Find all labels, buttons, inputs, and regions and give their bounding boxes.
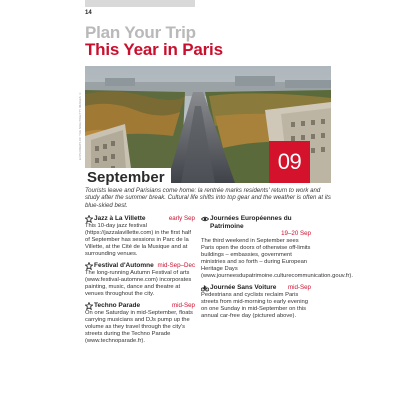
month-heading: September xyxy=(85,168,171,186)
event-item xyxy=(85,215,195,258)
photo-credit: EXPLORERS OF THE NIGHT/GETTY IMAGES © xyxy=(78,91,82,160)
page-top-bar xyxy=(85,0,195,7)
event-date: mid-Sep–Dec xyxy=(157,262,195,270)
event-title: Journées Européennes du Patrimoine xyxy=(210,215,292,230)
event-description: This 10-day jazz festival (https://jazzalavillette.com) in the first half of September has sessions in Parc de la Villette, at the Cité de la Musique and at surrounding venues. xyxy=(85,223,191,258)
bicycle-icon xyxy=(201,284,209,292)
event-date: mid-Sep xyxy=(287,284,311,292)
event-description: The third weekend in September sees Paris open the doors of otherwise off-limits buildings – embassies, government ministries and so forth – during European Heritage Days (www.journeesdupatrimoine.culturecommunication.gouv.fr). xyxy=(201,238,353,280)
event-item xyxy=(201,215,353,280)
page-title: This Year in Paris xyxy=(85,40,223,59)
event-description: The long-running Autumn Festival of arts (www.festival-automne.com) incorporates painting, music, dance and theatre at venues throughout the city. xyxy=(85,270,192,298)
event-date: 19–20 Sep xyxy=(281,230,311,238)
event-heading xyxy=(85,215,195,223)
event-title: Festival d'Automne xyxy=(94,262,154,270)
event-title: Techno Parade xyxy=(94,302,141,310)
event-heading xyxy=(85,302,195,310)
event-description: On one Saturday in mid-September, floats carrying musicians and DJs pump up the volume as they travel through the city's streets during the Techno Parade (www.technoparade.fr). xyxy=(85,310,193,345)
event-item xyxy=(85,262,195,298)
star-icon xyxy=(85,262,93,270)
event-date: mid-Sep xyxy=(171,302,195,310)
event-heading xyxy=(85,262,195,270)
section-kicker: Plan Your Trip xyxy=(85,23,196,42)
events-column-left xyxy=(85,215,195,349)
month-number-badge: 09 xyxy=(269,141,310,183)
event-date: early Sep xyxy=(168,215,195,222)
star-icon xyxy=(85,302,93,310)
event-heading xyxy=(201,215,311,238)
page-number: 14 xyxy=(85,10,92,16)
event-description: Pedestrians and cyclists reclaim Paris streets from mid-morning to early evening on one Sunday in mid-September on this annual car-free day (pictured above). xyxy=(201,292,308,320)
event-title: Jazz à La Villette xyxy=(94,215,146,222)
events-column-right xyxy=(201,215,353,324)
star-icon xyxy=(85,215,93,223)
event-item xyxy=(201,284,311,320)
event-heading xyxy=(201,284,311,292)
event-title: Journée Sans Voiture xyxy=(210,284,277,292)
eye-icon xyxy=(201,215,209,223)
month-intro: Tourists leave and Parisians come home: la rentrée marks residents' return to work and study after the summer break. Cultural life shifts into top gear and the weather is often at its blue-skied best. xyxy=(85,187,331,209)
event-item xyxy=(85,302,195,345)
